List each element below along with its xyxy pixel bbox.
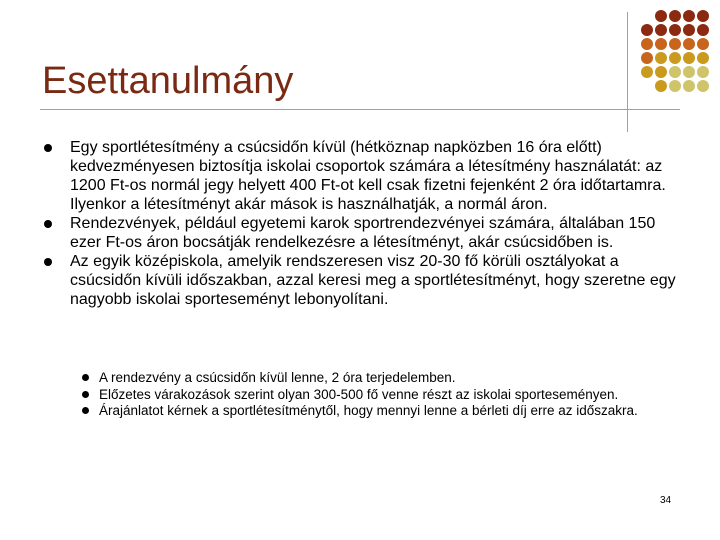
bullet-text: Rendezvények, például egyetemi karok sportrendezvényei számára, általában 150 ezer Ft-os áron bocsátják rendelkezésre a létesítményt, akár csúcsidőben is. [70, 215, 656, 251]
page-number: 34 [660, 495, 672, 506]
decorative-dot [697, 10, 709, 22]
sub-bullet-text: Árajánlatot kérnek a sportlétesítménytől, hogy mennyi lenne a bérleti díj erre az időszakra. [99, 403, 638, 418]
bullet-dot-icon [44, 258, 52, 266]
bullet-dot-icon [82, 407, 89, 414]
decorative-dot [641, 24, 653, 36]
bullet-dot-icon [44, 144, 52, 152]
decorative-dot [669, 52, 681, 64]
vertical-divider [627, 12, 628, 132]
decorative-dot [697, 38, 709, 50]
decorative-dot [697, 24, 709, 36]
decorative-dot [641, 66, 653, 78]
decorative-dot [655, 38, 667, 50]
decorative-dot [655, 24, 667, 36]
decorative-dot [683, 10, 695, 22]
decorative-dot [683, 38, 695, 50]
decorative-dot [669, 38, 681, 50]
decorative-dot [655, 10, 667, 22]
decorative-dot [683, 80, 695, 92]
decorative-dot [683, 24, 695, 36]
bullet-dot-icon [44, 220, 52, 228]
slide-title: Esettanulmány [42, 60, 294, 102]
horizontal-divider [40, 109, 680, 110]
bullet-text: Egy sportlétesítmény a csúcsidőn kívül (hétköznap napközben 16 óra előtt) kedvezményesen biztosítja iskolai csoportok számára a létesítmény használatát: az 1200 Ft-os normál jegy helyett 400 Ft-ot kell csak fizetni fejenként 2 óra időtartamra. Ilyenkor a létesítményt akár mások is használhatják, a normál áron. [70, 139, 666, 213]
bullet-dot-icon [82, 391, 89, 398]
decorative-dot [669, 24, 681, 36]
sub-bullet-item [82, 387, 682, 403]
decorative-dot [641, 38, 653, 50]
decorative-dot [683, 66, 695, 78]
sub-bullet-text: Előzetes várakozások szerint olyan 300-500 fő venne részt az iskolai sporteseményen. [99, 386, 619, 402]
sub-bullet-item [82, 370, 682, 386]
sub-bullet-item [82, 403, 682, 419]
bullet-item [44, 252, 684, 309]
decorative-dot [655, 66, 667, 78]
bullet-item [44, 214, 684, 252]
main-bullet-list [44, 138, 684, 309]
decorative-dot [669, 66, 681, 78]
decorative-dot [641, 52, 653, 64]
decorative-dot [669, 80, 681, 92]
bullet-dot-icon [82, 374, 89, 381]
sub-bullet-list [82, 370, 682, 420]
decorative-dot [669, 10, 681, 22]
decorative-dot [655, 80, 667, 92]
bullet-item [44, 138, 684, 214]
sub-bullet-text: A rendezvény a csúcsidőn kívül lenne, 2 óra terjedelemben. [99, 370, 456, 385]
bullet-text: Az egyik középiskola, amelyik rendszeresen visz 20-30 fő körüli osztályokat a csúcsidőn kívüli időszakban, azzal keresi meg a sportlétesítményt, hogy szeretne egy nagyobb iskolai sporteseményt lebonyolítani. [70, 253, 676, 308]
decorative-dot [697, 80, 709, 92]
decorative-dot [655, 52, 667, 64]
decorative-dot [697, 66, 709, 78]
decorative-dot [697, 52, 709, 64]
decorative-dot [683, 52, 695, 64]
